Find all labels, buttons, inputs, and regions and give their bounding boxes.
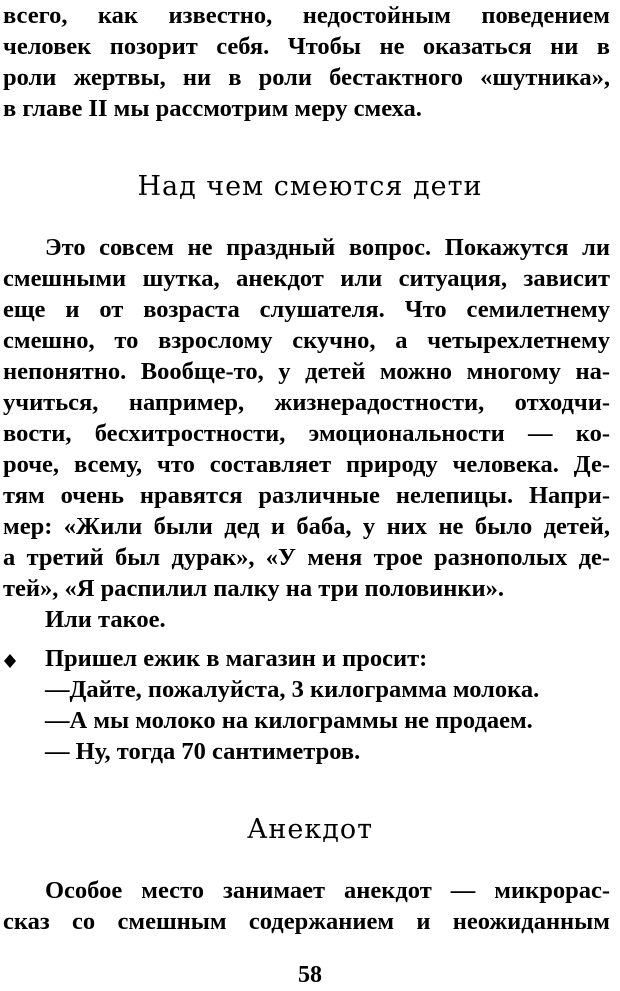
section1-line-7: вости, бесхитростности, эмоциональности — ко- [3, 420, 610, 447]
section1-line-2: смешными шутка, анекдот или ситуация, зависит [3, 265, 610, 292]
section1-line-1: Это совсем не праздный вопрос. Покажутся ли [45, 234, 610, 261]
section1-line-3: еще и от возраста слушателя. Что семилетнему [3, 296, 610, 323]
section2-line-2: сказ со смешным содержанием и неожиданным [3, 908, 610, 935]
section1-line-9: тям очень нравятся различные нелепицы. Напри- [3, 482, 610, 509]
intro-line-4: в главе II мы рассмотрим меру смеха. [3, 95, 422, 122]
joke-line-4: — Ну, тогда 70 сантиметров. [45, 738, 361, 765]
diamond-bullet-icon [3, 646, 17, 685]
diamond-bullet-icon-graphic [3, 646, 17, 676]
joke-line-2: —Дайте, пожалуйста, 3 килограмма молока. [45, 676, 540, 703]
section1-line-6: учиться, например, жизнерадостности, отходчи- [3, 389, 610, 416]
page-number: 58 [298, 962, 322, 988]
intro-line-3: роли жертвы, ни в роли бестактного «шутника», [3, 64, 610, 91]
section-heading-anecdote: Анекдот [246, 814, 374, 845]
intro-line-1: всего, как известно, недостойным поведением [3, 2, 610, 29]
section1-line-10: мер: «Жили были дед и баба, у них не было детей, [3, 513, 610, 540]
section-heading-children: Над чем смеются дети [137, 171, 483, 202]
section2-line-1: Особое место занимает анекдот — микрорас- [45, 877, 610, 904]
section1-line-8: роче, всему, что составляет природу человека. Де- [3, 451, 610, 478]
section1-line-11: а третий был дурак», «У меня трое разнополых де- [3, 544, 610, 571]
section1-line-12: тей», «Я распилил палку на три половинки». [3, 575, 504, 602]
intro-line-2: человек позорит себя. Чтобы не оказаться ни в [3, 33, 610, 60]
joke-line-1: Пришел ежик в магазин и просит: [45, 645, 428, 672]
section1-line-4: смешно, то взрослому скучно, а четырехлетнему [3, 327, 610, 354]
section1-line-5: непонятно. Вообще-то, у детей можно многому на- [3, 358, 610, 385]
section1-line-13: Или такое. [45, 606, 166, 633]
joke-line-3: —А мы молоко на килограммы не продаем. [45, 707, 533, 734]
